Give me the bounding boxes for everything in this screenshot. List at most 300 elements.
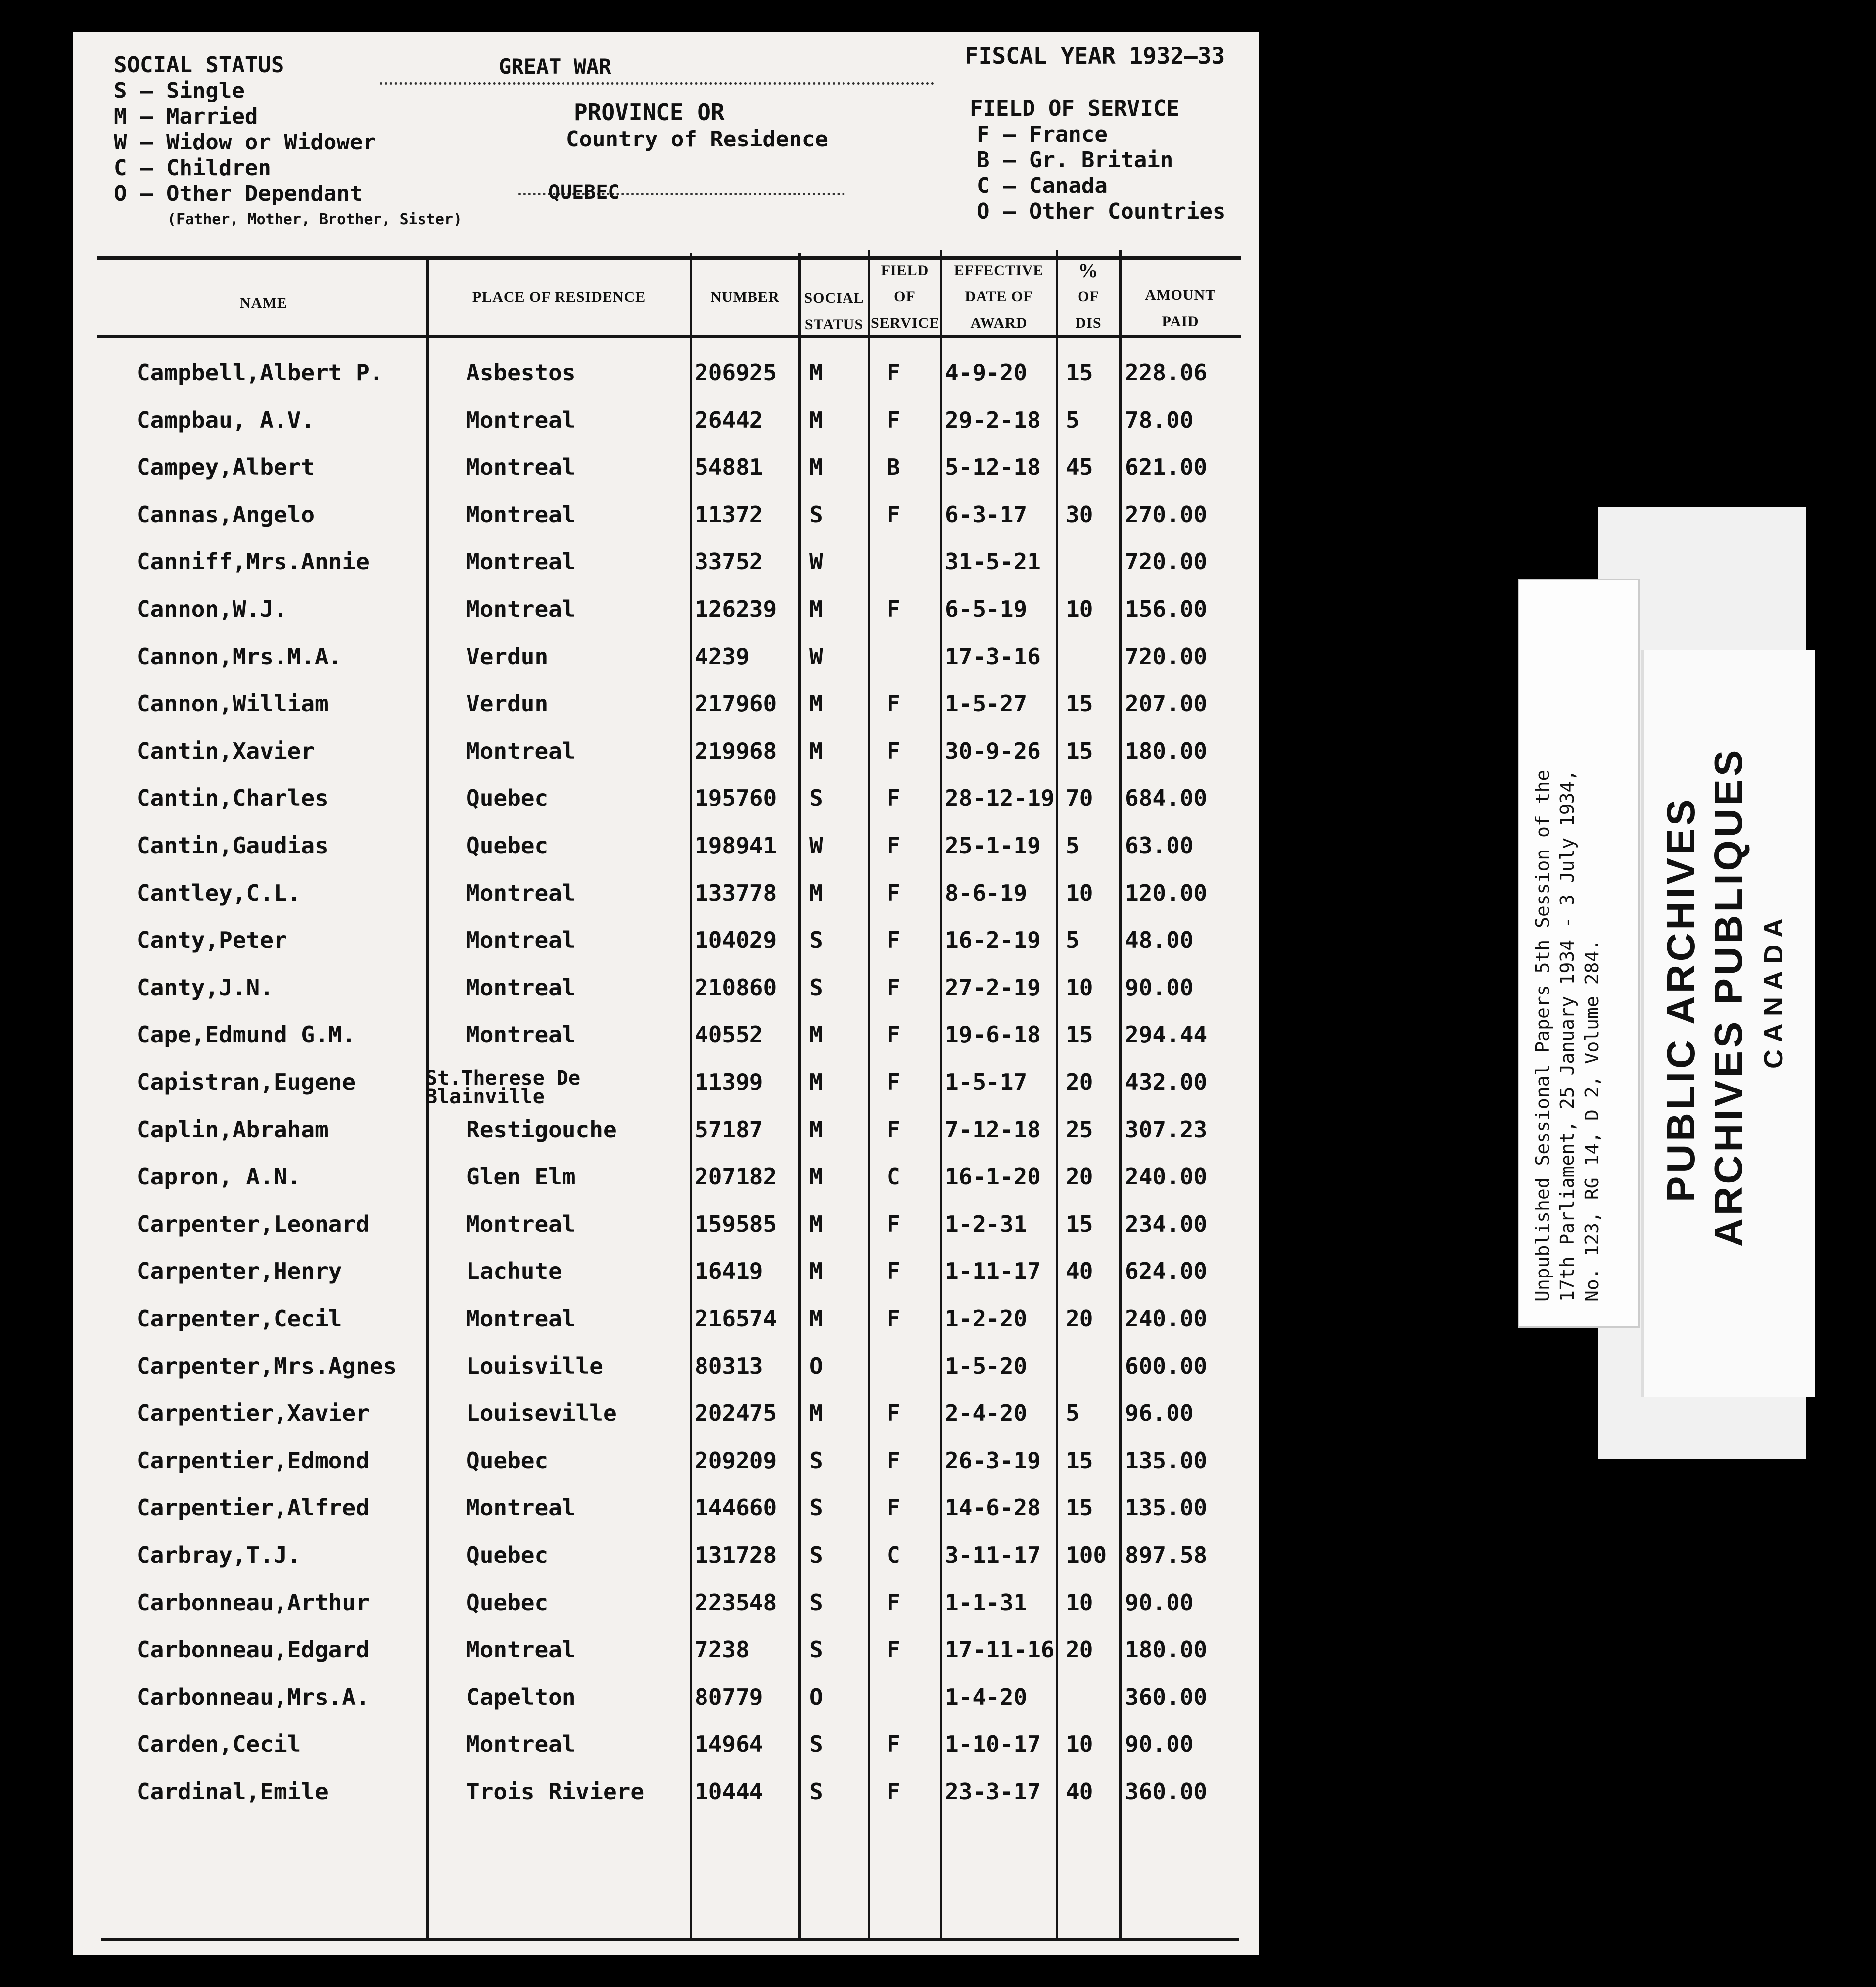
- cell-number: 7238: [695, 1636, 750, 1663]
- cell-place: Quebec: [466, 832, 549, 859]
- cell-date: 28-12-19: [945, 785, 1055, 811]
- cell-number: 11399: [695, 1069, 763, 1095]
- cell-status: M: [809, 407, 823, 433]
- country-label: Country of Residence: [566, 127, 828, 152]
- cell-pct: 15: [1066, 1447, 1093, 1474]
- cell-place: Quebec: [466, 1589, 549, 1616]
- cell-date: 1-10-17: [945, 1731, 1041, 1757]
- cell-amount: 240.00: [1125, 1163, 1208, 1190]
- cell-number: 4239: [695, 643, 750, 670]
- cell-place: Glen Elm: [466, 1163, 576, 1190]
- cell-status: S: [809, 1731, 823, 1757]
- table-row: [73, 1163, 1259, 1210]
- cell-name: Carpentier,Edmond: [137, 1447, 370, 1474]
- field-other: O – Other Countries: [977, 199, 1226, 224]
- label-card-middle: [1642, 650, 1815, 1397]
- cell-number: 80779: [695, 1684, 763, 1710]
- cell-place: Montreal: [466, 548, 576, 575]
- cell-pct: 15: [1066, 738, 1093, 764]
- cell-amount: 684.00: [1125, 785, 1208, 811]
- cell-name: Carpenter,Leonard: [137, 1211, 370, 1237]
- table-row: [73, 1684, 1259, 1731]
- field-france: F – France: [977, 122, 1108, 147]
- source-citation: [1530, 770, 1604, 1302]
- cell-name: Carbonneau,Edgard: [137, 1636, 370, 1663]
- cell-status: S: [809, 1636, 823, 1663]
- cell-pct: 20: [1066, 1305, 1093, 1332]
- cell-place: Montreal: [466, 1636, 576, 1663]
- archive-name-french: ARCHIVES PUBLIQUES: [1706, 747, 1750, 1247]
- column-header-field-line: FIELD: [881, 262, 929, 279]
- cell-date: 7-12-18: [945, 1116, 1041, 1143]
- cell-place: Louisville: [466, 1353, 603, 1379]
- cell-date: 6-5-19: [945, 596, 1028, 622]
- cell-date: 8-6-19: [945, 880, 1028, 906]
- cell-field: F: [887, 1589, 900, 1616]
- cell-field: F: [887, 974, 900, 1001]
- cell-field: C: [887, 1542, 900, 1568]
- cell-place: Verdun: [466, 690, 549, 717]
- cell-status: M: [809, 1163, 823, 1190]
- cell-date: 26-3-19: [945, 1447, 1041, 1474]
- archive-country: CANADA: [1759, 911, 1788, 1069]
- cell-date: 1-2-20: [945, 1305, 1028, 1332]
- social-status-children: C – Children: [114, 155, 271, 181]
- cell-pct: 25: [1066, 1116, 1093, 1143]
- column-header-amount-paid: [1122, 282, 1239, 334]
- cell-status: M: [809, 1069, 823, 1095]
- cell-number: 57187: [695, 1116, 763, 1143]
- cell-pct: 5: [1066, 407, 1079, 433]
- cell-pct: 5: [1066, 832, 1079, 859]
- cell-place: Quebec: [466, 785, 549, 811]
- cell-date: 4-9-20: [945, 359, 1028, 386]
- cell-amount: 720.00: [1125, 643, 1208, 670]
- cell-place: Montreal: [466, 501, 576, 528]
- cell-field: F: [887, 690, 900, 717]
- social-status-title: SOCIAL STATUS: [114, 52, 284, 78]
- cell-name: Caplin,Abraham: [137, 1116, 328, 1143]
- cell-name: Campbau, A.V.: [137, 407, 315, 433]
- column-header-social-status: [801, 285, 867, 337]
- cell-amount: 600.00: [1125, 1353, 1208, 1379]
- cell-status: M: [809, 880, 823, 906]
- cell-number: 195760: [695, 785, 777, 811]
- cell-pct: 40: [1066, 1778, 1093, 1805]
- cell-field: F: [887, 927, 900, 953]
- cell-status: M: [809, 738, 823, 764]
- cell-status: W: [809, 643, 823, 670]
- cell-name: Carpenter,Henry: [137, 1258, 342, 1284]
- cell-status: M: [809, 1116, 823, 1143]
- cell-field: F: [887, 832, 900, 859]
- cell-place: Montreal: [466, 1494, 576, 1521]
- cell-status: M: [809, 1400, 823, 1426]
- field-of-service-legend: [970, 96, 1225, 225]
- cell-date: 1-4-20: [945, 1684, 1028, 1710]
- cell-number: 206925: [695, 359, 777, 386]
- cell-date: 1-11-17: [945, 1258, 1041, 1284]
- cell-name: Carpenter,Mrs.Agnes: [137, 1353, 397, 1379]
- table-row: [73, 1778, 1259, 1825]
- cell-pct: 5: [1066, 1400, 1079, 1426]
- cell-date: 27-2-19: [945, 974, 1041, 1001]
- cell-number: 26442: [695, 407, 763, 433]
- source-line: Unpublished Sessional Papers 5th Session of the: [1532, 769, 1553, 1302]
- cell-date: 23-3-17: [945, 1778, 1041, 1805]
- column-header-field-of-service: [871, 257, 939, 336]
- cell-date: 14-6-28: [945, 1494, 1041, 1521]
- cell-pct: 100: [1066, 1542, 1107, 1568]
- cell-pct: 15: [1066, 359, 1093, 386]
- cell-field: F: [887, 738, 900, 764]
- column-header-effective-line: AWARD: [970, 315, 1028, 331]
- field-canada: C – Canada: [977, 173, 1108, 198]
- cell-amount: 63.00: [1125, 832, 1194, 859]
- table-row: [73, 1636, 1259, 1683]
- table-row: [73, 1400, 1259, 1447]
- cell-date: 19-6-18: [945, 1021, 1041, 1048]
- cell-status: M: [809, 1021, 823, 1048]
- cell-name: Cannas,Angelo: [137, 501, 315, 528]
- table-row: [73, 548, 1259, 595]
- column-header-residence: PLACE OF RESIDENCE: [472, 289, 646, 305]
- cell-date: 1-5-27: [945, 690, 1028, 717]
- cell-name: Cardinal,Emile: [137, 1778, 328, 1805]
- cell-place: Capelton: [466, 1684, 576, 1710]
- cell-status: M: [809, 1305, 823, 1332]
- social-status-married: M – Married: [114, 104, 258, 129]
- cell-date: 16-1-20: [945, 1163, 1041, 1190]
- table-row: [73, 1305, 1259, 1352]
- cell-status: M: [809, 690, 823, 717]
- cell-date: 31-5-21: [945, 548, 1041, 575]
- cell-field: F: [887, 1778, 900, 1805]
- cell-status: S: [809, 1494, 823, 1521]
- table-row: [73, 1353, 1259, 1400]
- table-row: [73, 1731, 1259, 1778]
- cell-status: M: [809, 1211, 823, 1237]
- cell-date: 30-9-26: [945, 738, 1041, 764]
- table-row: [73, 690, 1259, 737]
- table-row: [73, 407, 1259, 454]
- cell-date: 25-1-19: [945, 832, 1041, 859]
- table-row: [73, 501, 1259, 548]
- table-row: [73, 1258, 1259, 1305]
- column-header-effective-line: DATE OF: [965, 288, 1033, 305]
- cell-field: F: [887, 1400, 900, 1426]
- social-status-legend: [114, 52, 462, 233]
- cell-pct: 10: [1066, 974, 1093, 1001]
- table-row: [73, 643, 1259, 690]
- cell-name: Canniff,Mrs.Annie: [137, 548, 370, 575]
- cell-pct: 20: [1066, 1163, 1093, 1190]
- column-header-field-line: OF: [894, 288, 916, 305]
- cell-amount: 720.00: [1125, 548, 1208, 575]
- cell-status: S: [809, 785, 823, 811]
- column-header-pct-line: OF: [1078, 288, 1099, 305]
- cell-date: 1-5-17: [945, 1069, 1028, 1095]
- cell-number: 144660: [695, 1494, 777, 1521]
- cell-amount: 90.00: [1125, 1589, 1194, 1616]
- cell-number: 40552: [695, 1021, 763, 1048]
- cell-pct: 10: [1066, 880, 1093, 906]
- cell-name: Carbonneau,Mrs.A.: [137, 1684, 370, 1710]
- cell-amount: 120.00: [1125, 880, 1208, 906]
- table-row: [73, 738, 1259, 785]
- social-status-other: O – Other Dependant: [114, 181, 363, 206]
- cell-name: Carpentier,Xavier: [137, 1400, 370, 1426]
- cell-field: F: [887, 1636, 900, 1663]
- cell-amount: 234.00: [1125, 1211, 1208, 1237]
- table-row: [73, 1021, 1259, 1068]
- cell-status: S: [809, 501, 823, 528]
- cell-field: F: [887, 407, 900, 433]
- cell-pct: 15: [1066, 690, 1093, 717]
- cell-name: Carden,Cecil: [137, 1731, 301, 1757]
- cell-number: 131728: [695, 1542, 777, 1568]
- province-label: PROVINCE OR: [574, 99, 725, 126]
- cell-field: F: [887, 1116, 900, 1143]
- cell-amount: 240.00: [1125, 1305, 1208, 1332]
- column-header-pct-line: DIS: [1075, 315, 1102, 331]
- field-of-service-title: FIELD OF SERVICE: [970, 96, 1179, 121]
- source-line: No. 123, RG 14, D 2, Volume 284.: [1581, 939, 1603, 1302]
- column-header-effective-line: EFFECTIVE: [954, 262, 1044, 279]
- cell-name: Cantley,C.L.: [137, 880, 301, 906]
- cell-place: Montreal: [466, 1731, 576, 1757]
- cell-pct: 10: [1066, 1589, 1093, 1616]
- cell-number: 16419: [695, 1258, 763, 1284]
- cell-place: Montreal: [466, 454, 576, 480]
- cell-place: Montreal: [466, 880, 576, 906]
- cell-number: 104029: [695, 927, 777, 953]
- cell-number: 10444: [695, 1778, 763, 1805]
- cell-pct: 15: [1066, 1494, 1093, 1521]
- cell-field: F: [887, 880, 900, 906]
- cell-amount: 96.00: [1125, 1400, 1194, 1426]
- cell-field: F: [887, 1447, 900, 1474]
- cell-status: M: [809, 596, 823, 622]
- cell-number: 216574: [695, 1305, 777, 1332]
- great-war-label: GREAT WAR: [499, 54, 611, 79]
- cell-name: Carpentier,Alfred: [137, 1494, 370, 1521]
- great-war-dotted-line: [380, 82, 934, 85]
- cell-number: 54881: [695, 454, 763, 480]
- cell-number: 202475: [695, 1400, 777, 1426]
- cell-place: Montreal: [466, 1021, 576, 1048]
- table-row: [73, 1589, 1259, 1636]
- cell-status: S: [809, 1589, 823, 1616]
- table-row: [73, 1447, 1259, 1494]
- fiscal-year: FISCAL YEAR 1932–33: [965, 43, 1225, 69]
- cell-field: F: [887, 1305, 900, 1332]
- table-row: [73, 1069, 1259, 1116]
- cell-name: Carpenter,Cecil: [137, 1305, 342, 1332]
- cell-number: 209209: [695, 1447, 777, 1474]
- cell-amount: 621.00: [1125, 454, 1208, 480]
- cell-pct: 45: [1066, 454, 1093, 480]
- cell-amount: 180.00: [1125, 1636, 1208, 1663]
- table-row: [73, 1494, 1259, 1541]
- cell-amount: 135.00: [1125, 1494, 1208, 1521]
- column-header-social-line: SOCIAL: [804, 290, 864, 306]
- cell-date: 6-3-17: [945, 501, 1028, 528]
- cell-place: Montreal: [466, 1211, 576, 1237]
- table-row: [73, 832, 1259, 879]
- column-header-field-line: SERVICE: [871, 315, 940, 331]
- cell-date: 1-2-31: [945, 1211, 1028, 1237]
- column-header-amount-line: AMOUNT: [1145, 287, 1216, 303]
- cell-field: F: [887, 1731, 900, 1757]
- cell-pct: 40: [1066, 1258, 1093, 1284]
- cell-number: 210860: [695, 974, 777, 1001]
- cell-place: Louiseville: [466, 1400, 617, 1426]
- cell-field: F: [887, 359, 900, 386]
- cell-place: Restigouche: [466, 1116, 617, 1143]
- cell-pct: 15: [1066, 1211, 1093, 1237]
- cell-date: 1-5-20: [945, 1353, 1028, 1379]
- cell-date: 1-1-31: [945, 1589, 1028, 1616]
- cell-amount: 360.00: [1125, 1684, 1208, 1710]
- cell-number: 126239: [695, 596, 777, 622]
- social-status-single: S – Single: [114, 78, 245, 103]
- cell-status: M: [809, 454, 823, 480]
- table-row: [73, 1542, 1259, 1589]
- cell-place: Asbestos: [466, 359, 576, 386]
- cell-number: 133778: [695, 880, 777, 906]
- cell-field: B: [887, 454, 900, 480]
- cell-amount: 48.00: [1125, 927, 1194, 953]
- cell-amount: 90.00: [1125, 974, 1194, 1001]
- cell-date: 17-3-16: [945, 643, 1041, 670]
- cell-name: Canty,J.N.: [137, 974, 274, 1001]
- cell-place: Verdun: [466, 643, 549, 670]
- cell-amount: 228.06: [1125, 359, 1208, 386]
- cell-pct: 70: [1066, 785, 1093, 811]
- cell-number: 223548: [695, 1589, 777, 1616]
- cell-pct: 5: [1066, 927, 1079, 953]
- cell-status: O: [809, 1684, 823, 1710]
- cell-name: Cantin,Charles: [137, 785, 328, 811]
- cell-name: Cape,Edmund G.M.: [137, 1021, 356, 1048]
- cell-field: F: [887, 1258, 900, 1284]
- cell-status: S: [809, 1542, 823, 1568]
- table-row: [73, 974, 1259, 1021]
- cell-field: F: [887, 1069, 900, 1095]
- cell-place: Montreal: [466, 407, 576, 433]
- cell-place: Montreal: [466, 596, 576, 622]
- cell-name: Cannon,William: [137, 690, 328, 717]
- table-row: [73, 880, 1259, 927]
- cell-number: 80313: [695, 1353, 763, 1379]
- cell-status: M: [809, 1258, 823, 1284]
- cell-name: Canty,Peter: [137, 927, 287, 953]
- column-header-social-line: STATUS: [804, 316, 864, 332]
- table-bottom-rule: [101, 1938, 1239, 1941]
- cell-amount: 360.00: [1125, 1778, 1208, 1805]
- cell-amount: 897.58: [1125, 1542, 1208, 1568]
- cell-field: F: [887, 1211, 900, 1237]
- cell-status: S: [809, 1778, 823, 1805]
- cell-pct: 20: [1066, 1069, 1093, 1095]
- column-header-percent-disability: [1059, 257, 1118, 336]
- cell-amount: 90.00: [1125, 1731, 1194, 1757]
- cell-status: M: [809, 359, 823, 386]
- cell-name: Carbonneau,Arthur: [137, 1589, 370, 1616]
- cell-name: Cannon,W.J.: [137, 596, 287, 622]
- cell-amount: 294.44: [1125, 1021, 1208, 1048]
- cell-place: Montreal: [466, 1305, 576, 1332]
- cell-place: Quebec: [466, 1447, 549, 1474]
- column-header-amount-line: PAID: [1162, 313, 1199, 330]
- cell-place: Montreal: [466, 927, 576, 953]
- cell-name: Cantin,Xavier: [137, 738, 315, 764]
- cell-field: F: [887, 501, 900, 528]
- cell-number: 198941: [695, 832, 777, 859]
- cell-amount: 135.00: [1125, 1447, 1208, 1474]
- cell-status: S: [809, 927, 823, 953]
- cell-number: 11372: [695, 501, 763, 528]
- cell-date: 17-11-16: [945, 1636, 1055, 1663]
- column-header-number: NUMBER: [710, 289, 780, 305]
- field-britain: B – Gr. Britain: [977, 147, 1173, 173]
- cell-pct: 20: [1066, 1636, 1093, 1663]
- cell-status: W: [809, 832, 823, 859]
- cell-field: F: [887, 785, 900, 811]
- cell-status: O: [809, 1353, 823, 1379]
- cell-name: Campey,Albert: [137, 454, 315, 480]
- cell-amount: 180.00: [1125, 738, 1208, 764]
- cell-name: Capistran,Eugene: [137, 1069, 356, 1095]
- cell-date: 2-4-20: [945, 1400, 1028, 1426]
- cell-place: Montreal: [466, 974, 576, 1001]
- cell-name: Cantin,Gaudias: [137, 832, 328, 859]
- cell-field: F: [887, 1021, 900, 1048]
- cell-pct: 10: [1066, 1731, 1093, 1757]
- cell-number: 159585: [695, 1211, 777, 1237]
- cell-status: S: [809, 1447, 823, 1474]
- column-header-name: NAME: [240, 295, 287, 311]
- cell-number: 207182: [695, 1163, 777, 1190]
- cell-pct: 10: [1066, 596, 1093, 622]
- cell-date: 29-2-18: [945, 407, 1041, 433]
- social-status-note: (Father, Mother, Brother, Sister): [167, 211, 463, 228]
- cell-amount: 624.00: [1125, 1258, 1208, 1284]
- cell-status: W: [809, 548, 823, 575]
- province-value: QUEBEC: [548, 181, 620, 204]
- table-row: [73, 927, 1259, 974]
- table-row: [73, 454, 1259, 501]
- cell-place: St.Therese De Blainville: [425, 1067, 581, 1108]
- table-row: [73, 1116, 1259, 1163]
- table-row: [73, 596, 1259, 643]
- table-row: [73, 359, 1259, 406]
- ledger-sheet: [73, 32, 1259, 1955]
- source-line: 17th Parliament, 25 January 1934 - 3 July 1934,: [1556, 769, 1578, 1302]
- cell-date: 16-2-19: [945, 927, 1041, 953]
- cell-name: Cannon,Mrs.M.A.: [137, 643, 342, 670]
- cell-field: C: [887, 1163, 900, 1190]
- cell-place: Montreal: [466, 738, 576, 764]
- column-header-pct-line: %: [1078, 259, 1099, 282]
- cell-amount: 156.00: [1125, 596, 1208, 622]
- cell-name: Capron, A.N.: [137, 1163, 301, 1190]
- label-card-front: [1518, 579, 1640, 1328]
- cell-amount: 207.00: [1125, 690, 1208, 717]
- cell-pct: 30: [1066, 501, 1093, 528]
- cell-field: F: [887, 1494, 900, 1521]
